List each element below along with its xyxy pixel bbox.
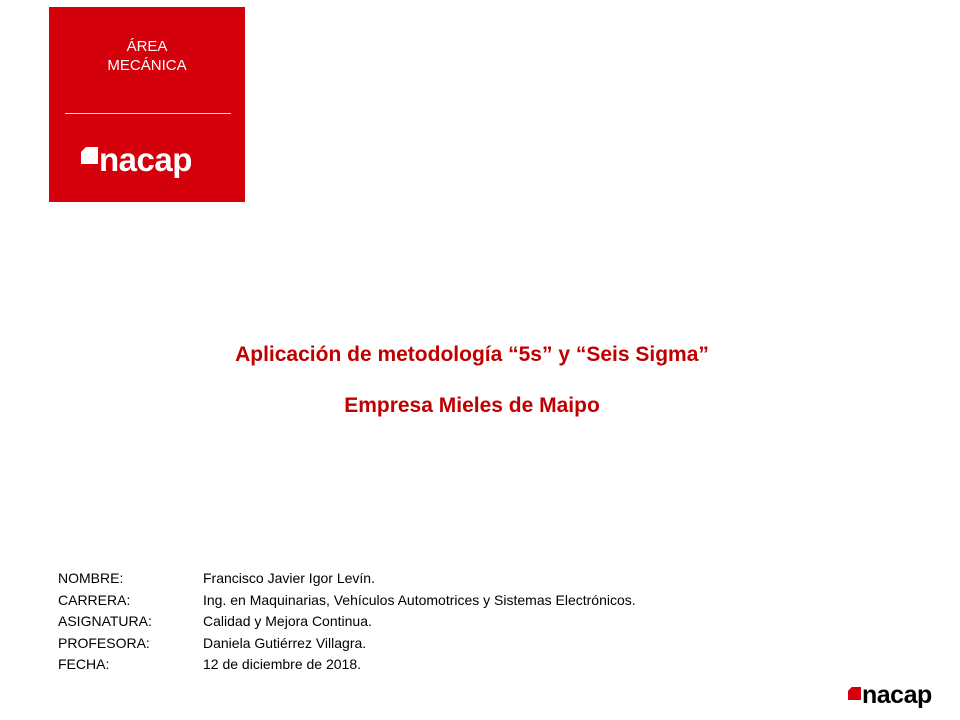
info-row-asignatura [58, 611, 636, 633]
info-label: FECHA: [58, 656, 110, 672]
inacap-logo-text: nacap [99, 141, 192, 178]
presentation-subtitle: Empresa Mieles de Maipo [344, 394, 600, 417]
info-value: Daniela Gutiérrez Villagra. [203, 634, 367, 651]
presentation-title: Aplicación de metodología “5s” y “Seis Sigma” [235, 343, 709, 366]
info-label: NOMBRE: [58, 570, 124, 586]
brand-badge [49, 7, 245, 202]
info-label: PROFESORA: [58, 634, 150, 651]
info-row-carrera [58, 590, 636, 612]
info-label: ASIGNATURA: [58, 613, 152, 629]
info-row-nombre [58, 568, 636, 590]
info-row-profesora [58, 633, 636, 655]
info-value: Calidad y Mejora Continua. [203, 613, 372, 629]
info-value: 12 de diciembre de 2018. [203, 656, 361, 672]
info-row-fecha [58, 654, 636, 676]
area-label [49, 37, 245, 75]
footer-logo-text: nacap [862, 681, 932, 709]
info-value: Ing. en Maquinarias, Vehículos Automotrices y Sistemas Electrónicos. [203, 591, 636, 608]
info-label: CARRERA: [58, 591, 131, 608]
area-label-line-1: ÁREA [126, 38, 168, 55]
footer-inacap-logo [848, 683, 932, 708]
area-label-line-2: MECÁNICA [107, 57, 187, 74]
info-value: Francisco Javier Igor Levín. [203, 570, 375, 586]
student-info [58, 568, 636, 676]
inacap-logo-mark-icon [848, 687, 861, 700]
badge-divider [65, 113, 231, 114]
inacap-logo [81, 143, 192, 176]
inacap-logo-mark-icon [81, 147, 98, 164]
